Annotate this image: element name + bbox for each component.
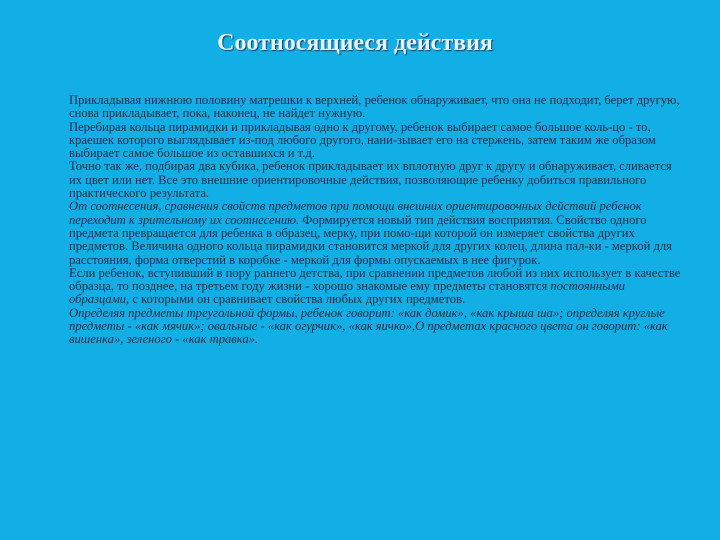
slide-body xyxy=(69,94,681,347)
paragraph-cubes: Точно так же, подбирая два кубика, ребенок прикладывает их вплотную друг к другу и обнаруживает, сливается их цвет или нет. Все это внешние ориентировочные действия, позволяющие ребенку добиться правильного практического результата. xyxy=(69,159,672,201)
paragraph-examples-italic: Определяя предметы треугольной формы, ребенок говорит: «как домик», «как крыша ша»; определяя круглые предметы - «как мячик»; овальные - «как огурчик», «как яичко»,О предметах красного цвета он говорит: «как вишенка», зеленого - «как травка». xyxy=(69,305,668,347)
paragraph-standards-italic: постоянными образцами, xyxy=(69,279,626,307)
paragraph-standards-end: с которыми он сравнивает свойства любых других предметов. xyxy=(129,292,466,307)
paragraph-examples xyxy=(69,307,681,347)
paragraph-visual-comparison-rest: Формируется новый тип действия восприятия. Свойство одного предмета превращается для ребенка в образец, мерку, при помо-щи которой он измеряет свойства других предметов. Величина одного кольца пирамидки становится меркой для других колец, длина пал-ки - меркой для расстояния, форма отверстий в коробке - меркой для формы опускаемых в нее фигурок. xyxy=(69,212,672,267)
paragraph-pyramid: Перебирая кольца пирамидки и прикладывая одно к другому, ребенок выбирает самое большое коль-цо - то, краешек которого выглядывает из-под любого другого, нани-зывает его на стержень, затем таким же образом выбирает самое большое из оставшихся и т.д. xyxy=(69,119,656,161)
paragraph-standards-start: Если ребенок, вступивший в пору раннего детства, при сравнении предметов любой из них использует в качестве образца, то позднее, на третьем году жизни - хорошо знакомые ему предметы становятся xyxy=(69,265,681,294)
paragraph-visual-comparison-italic: От соотнесения, сравнения свойств предметов при помощи внешних ориентировочных действий ребенок переходит к зрительному их соотнесению. xyxy=(69,199,642,227)
paragraph-matryoshka: Прикладывая нижнюю половину матрешки к верхней, ребенок обнаруживает, что она не подходит, берет другую, снова прикладывает, пока, наконец, не найдет нужную. xyxy=(69,93,680,121)
paragraph-visual-comparison xyxy=(69,200,681,266)
slide-title: Соотносящиеся действия xyxy=(217,30,493,56)
paragraph-standards xyxy=(69,267,681,307)
